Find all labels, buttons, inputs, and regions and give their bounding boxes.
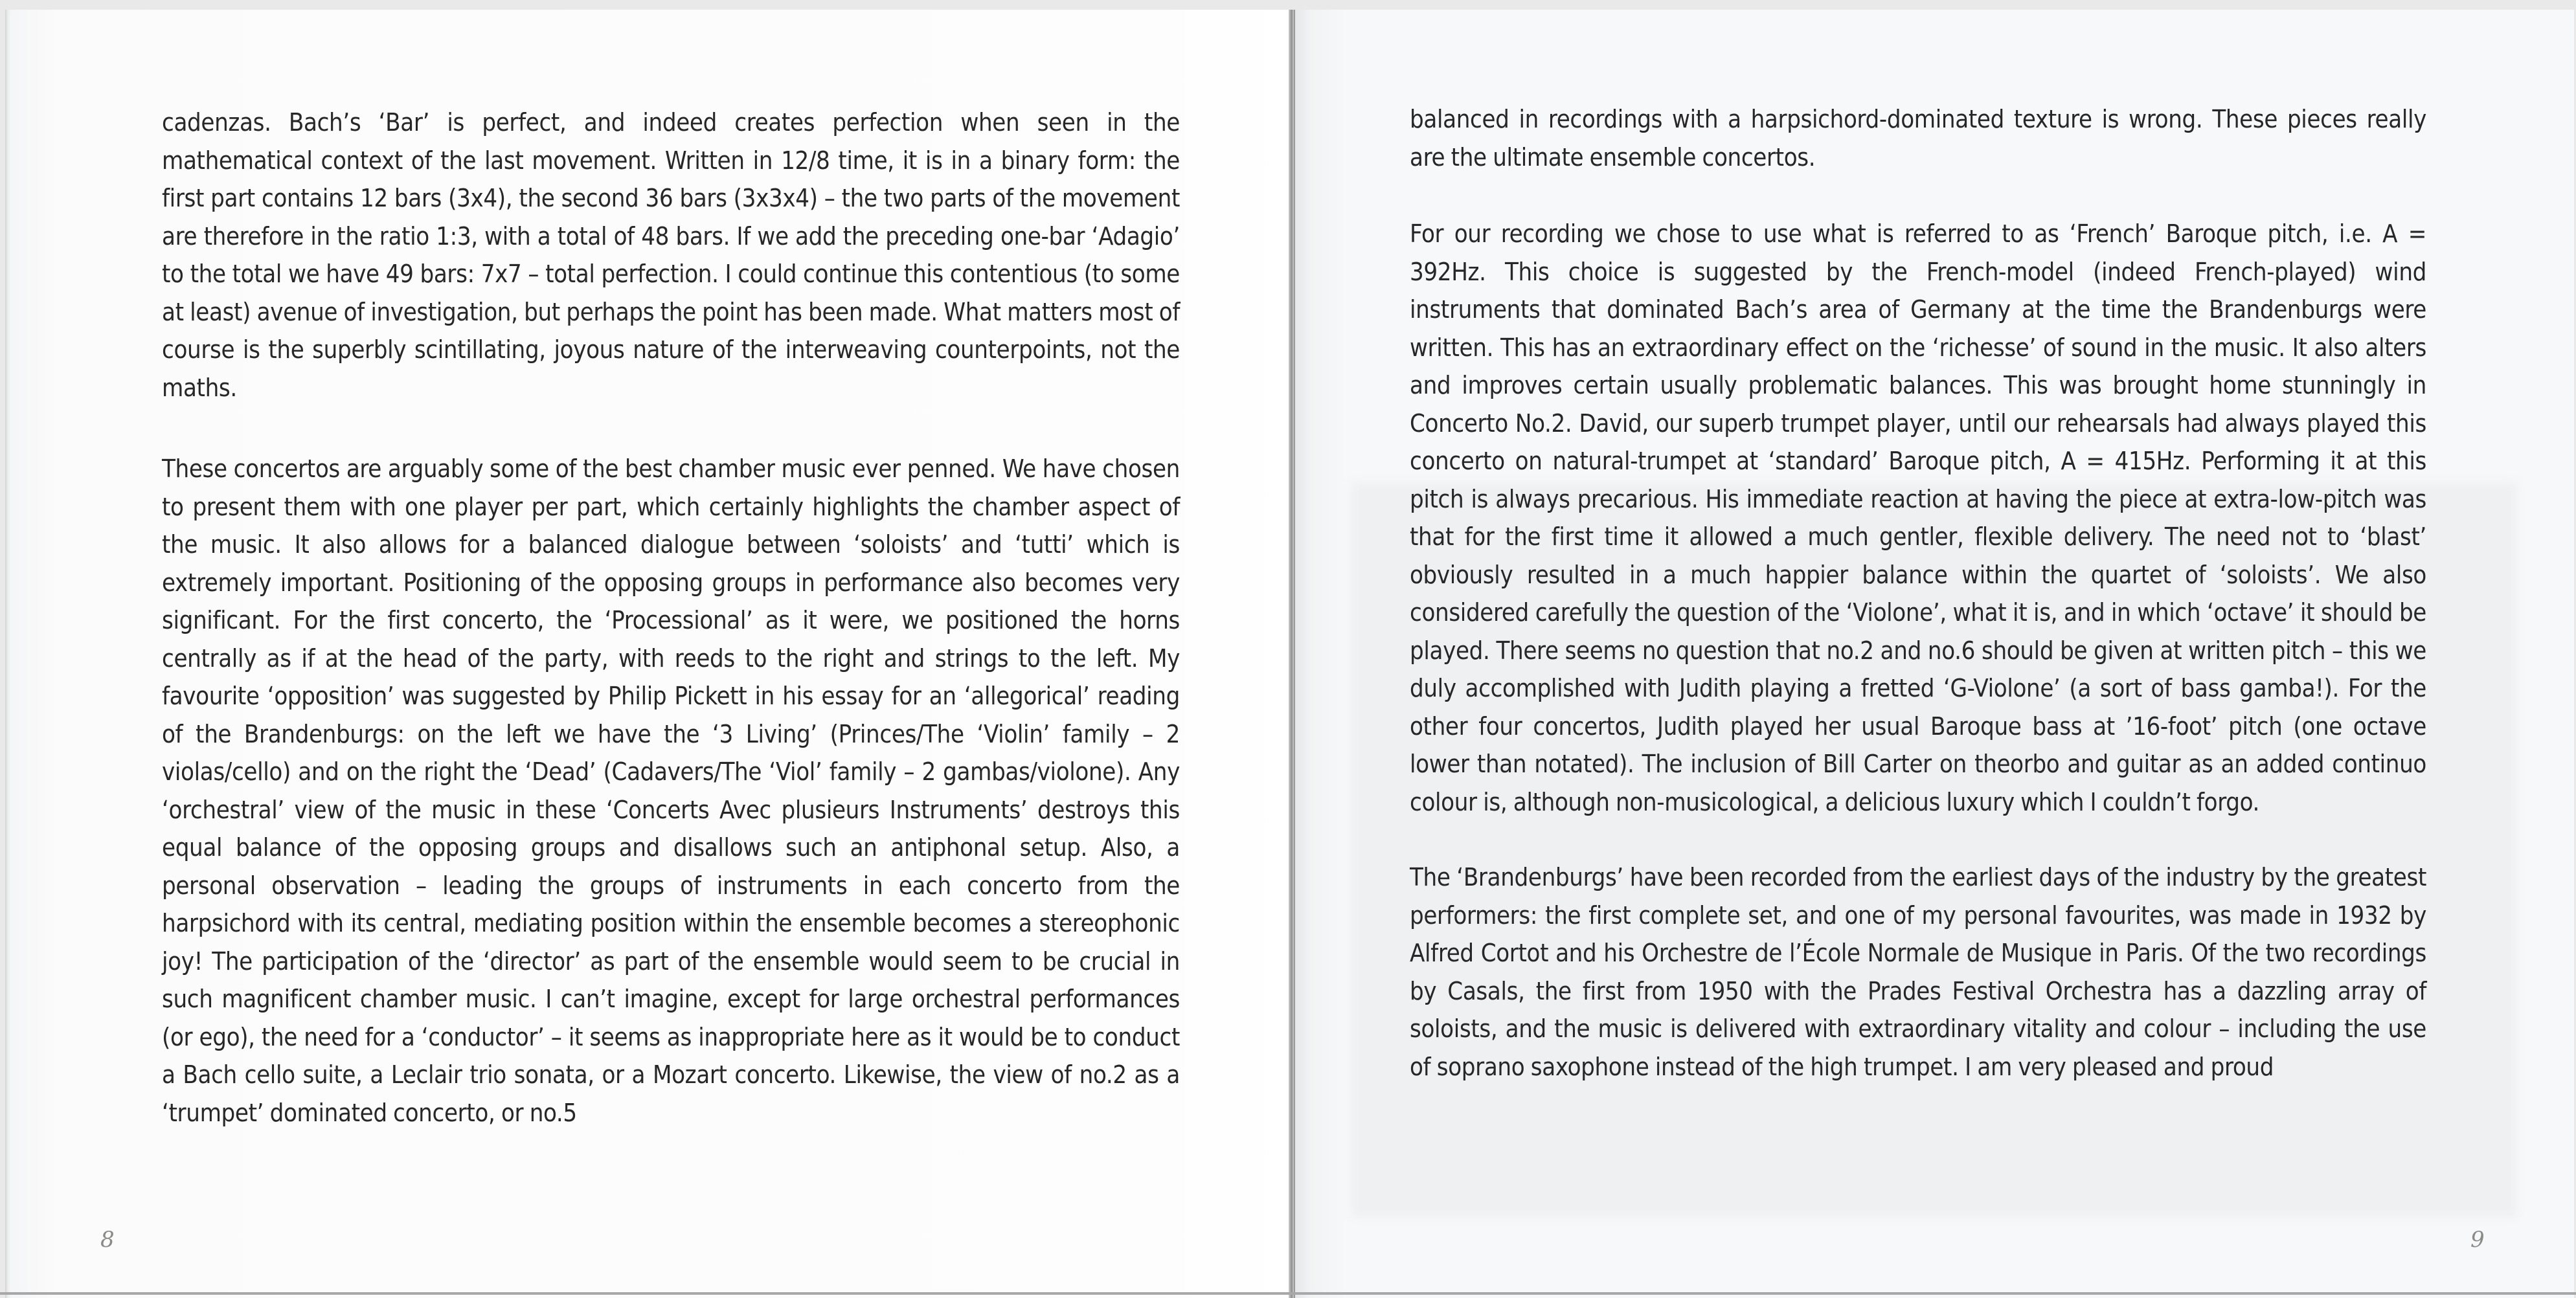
paragraph: The ‘Brandenburgs’ have been recorded from the earliest days of the industry by the greatest performers: the first complete set, and one of my personal favourites, was made in 1932 by Alfred Cortot and his Orchestre de l’École Normale de Musique in Paris. Of the two recordings by Casals, the first from 1950 with the Prades Festival Orchestra has a dazzling array of soloists, and the music is delivered with extraordinary vitality and colour – including the use of soprano saxophone instead of the high trumpet. I am very pleased and proud: [1410, 863, 2426, 1081]
paragraph: These concertos are arguably some of the best chamber music ever penned. We have chosen to present them with one player per part, which certainly highlights the chamber aspect of the music. It also allows for a balanced dialogue between ‘soloists’ and ‘tutti’ which is extremely important. Positioning of the opposing groups in performance also becomes very significant. For the first concerto, the ‘Processional’ as it were, we positioned the horns centrally as if at the head of the party, with reeds to the right and strings to the left. My favourite ‘opposition’ was suggested by Philip Pickett in his essay for an ‘allegorical’ reading of the Brandenburgs: on the left we have the ‘3 Living’ (Princes/The ‘Violin’ family – 2 violas/cello) and on the right the ‘Dead’ (Cadavers/The ‘Viol’ family – 2 gambas/violone). Any ‘orchestral’ view of the music in these ‘Concerts Avec plusieurs Instruments’ destroys this equal balance of the opposing groups and disallows such an antiphonal setup. Also, a personal observation – leading the groups of instruments in each concerto from the harpsichord with its central, mediating position within the ensemble becomes a stereophonic joy! The participation of the ‘director’ as part of the ensemble would seem to be crucial in such magnificent chamber music. I can’t imagine, except for large orchestral performances (or ego), the need for a ‘conductor’ – it seems as inappropriate here as it would be to conduct a Bach cello suite, a Leclair trio sonata, or a Mozart concerto. Likewise, the view of no.2 as a ‘trumpet’ dominated concerto, or no.5: [162, 454, 1180, 1127]
scanner-bottom-edge: [0, 1292, 2576, 1295]
right-page: [1294, 10, 2574, 1298]
page-number: 9: [2470, 1227, 2485, 1253]
paragraph: cadenzas. Bach’s ‘Bar’ is perfect, and indeed creates perfection when seen in the mathematical context of the last movement. Written in 12/8 time, it is in a binary form: the first part contains 12 bars (3x4), the second 36 bars (3x3x4) – the two parts of the movement are therefore in the ratio 1:3, with a total of 48 bars. If we add the preceding one-bar ‘Adagio’ to the total we have 49 bars: 7x7 – total perfection. I could continue this contentious (to some at least) avenue of investigation, but perhaps the point has been made. What matters most of course is the superbly scintillating, joyous nature of the interweaving counterpoints, not the maths.: [162, 108, 1180, 402]
left-page-text: [162, 104, 1180, 1132]
paragraph: For our recording we chose to use what is referred to as ‘French’ Baroque pitch, i.e. A = 392Hz. This choice is suggested by the French-model (indeed French-played) wind instruments that dominated Bach’s area of Germany at the time the Brandenburgs were written. This has an extraordinary effect on the ‘richesse’ of sound in the music. It also alters and improves certain usually problematic balances. This was brought home stunningly in Concerto No.2. David, our superb trumpet player, until our rehearsals had always played this concerto on natural-trumpet at ‘standard’ Baroque pitch, A = 415Hz. Performing it at this pitch is always precarious. His immediate reaction at having the piece at extra-low-pitch was that for the first time it allowed a much gentler, flexible delivery. The need not to ‘blast’ obviously resulted in a much happier balance within the quartet of ‘soloists’. We also considered carefully the question of the ‘Violone’, what it is, and in which ‘octave’ it should be played. There seems no question that no.2 and no.6 should be given at written pitch – this we duly accomplished with Judith playing a fretted ‘G-Violone’ (a sort of bass gamba!). For the other four concertos, Judith played her usual Baroque bass at ’16-foot’ pitch (one octave lower than notated). The inclusion of Bill Carter on theorbo and guitar as an added continuo colour is, although non-musicological, a delicious luxury which I couldn’t forgo.: [1410, 219, 2426, 816]
right-page-text: [1410, 100, 2426, 1086]
spine-gutter: [1289, 10, 1294, 1298]
paragraph: balanced in recordings with a harpsichord-dominated texture is wrong. These pieces really are the ultimate ensemble concertos.: [1410, 105, 2426, 172]
left-page: [5, 10, 1290, 1298]
page-number: 8: [100, 1227, 115, 1253]
